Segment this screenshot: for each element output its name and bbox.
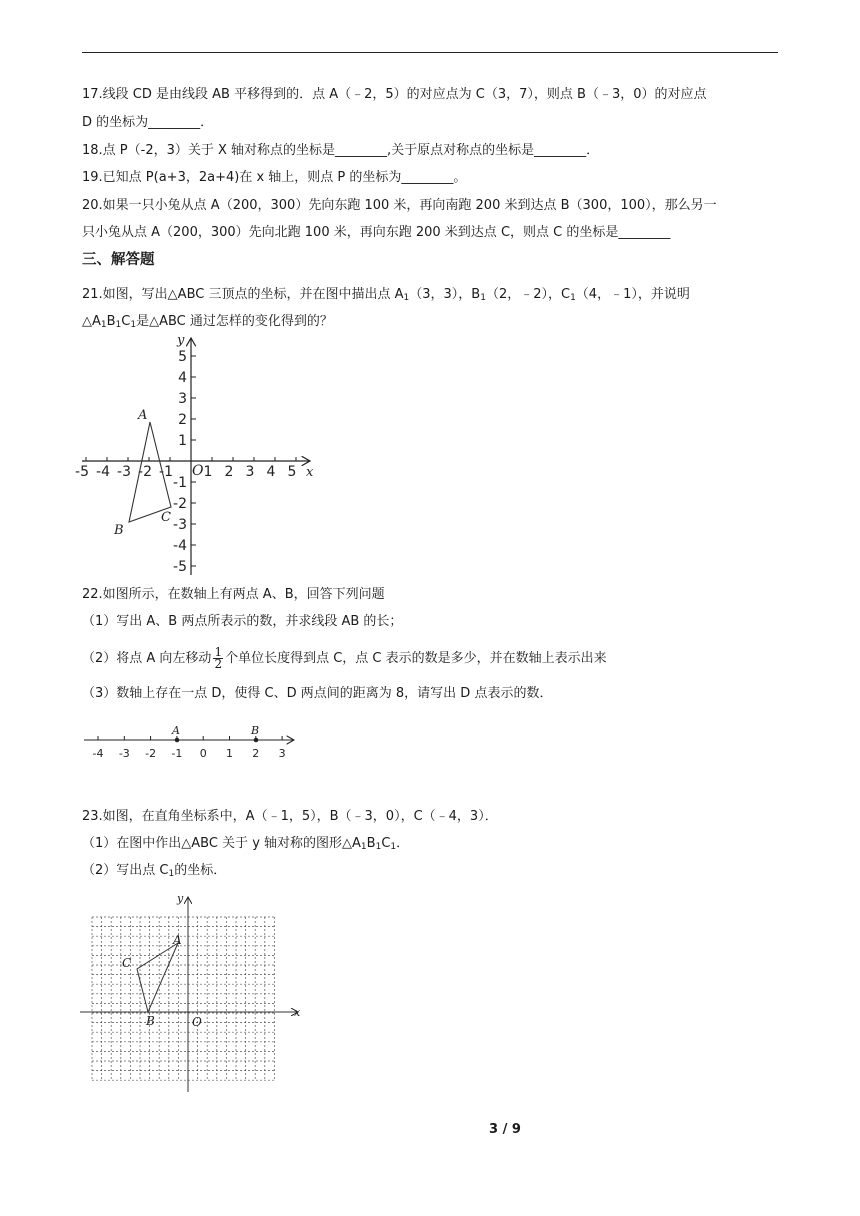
- question-23-part1: （1）在图中作出△ABC 关于 y 轴对称的图形$\triangle A_1B_1C_1$．: [82, 836, 410, 852]
- point-a-dot: [175, 738, 180, 743]
- point-a-label: A: [172, 724, 180, 737]
- y-axis-label: y: [177, 333, 185, 348]
- origin-label: O: [192, 463, 204, 479]
- y-tick-label: -4: [173, 538, 187, 554]
- question-18: 18.点 P（-2，3）关于 X 轴对称点的坐标是________,关于原点对称点的坐标是________．: [82, 143, 600, 158]
- number-line-tick-label: 3: [278, 747, 286, 760]
- question-21-line1: 21.如图，写出△ABC 三顶点的坐标，并在图中描出点 $A_1(3$，3），$B_1(2$，﹣2），$C_1(4$，﹣1），并说明: [82, 287, 690, 303]
- triangle-abc: [137, 943, 178, 1012]
- x-tick-label: 3: [245, 464, 255, 480]
- number-line-tick-label: -4: [92, 747, 104, 760]
- vertex-c-label: C: [161, 510, 171, 525]
- y-tick-label: 2: [178, 412, 187, 428]
- y-tick-label: 1: [178, 433, 187, 449]
- question-20-line2: 只小兔从点 A（200，300）先向北跑 100 米，再向东跑 200 米到达点 C，则点 C 的坐标是________: [82, 225, 671, 240]
- x-tick-label: -1: [159, 464, 173, 480]
- y-tick-label: 4: [178, 370, 187, 386]
- question-23-title: 23.如图，在直角坐标系中，A（﹣1，5），B（﹣3，0），C（﹣4，3）．: [82, 809, 498, 824]
- vertex-b-label: B: [114, 523, 124, 538]
- point-b-label: B: [251, 724, 260, 737]
- question-22-part1: （1）写出 A、B 两点所表示的数，并求线段 AB 的长；: [82, 614, 403, 629]
- y-tick-label: 5: [178, 349, 187, 365]
- x-tick-label: 1: [203, 464, 213, 480]
- number-line-tick-label: -2: [145, 747, 157, 760]
- question-17-line2: D 的坐标为________．: [82, 115, 214, 130]
- y-tick-label: 3: [178, 391, 187, 407]
- y-tick-label: -5: [173, 559, 187, 575]
- question-22-part3: （3）数轴上存在一点 D，使得 C、D 两点间的距离为 8，请写出 D 点表示的数．: [82, 686, 553, 701]
- origin-label: O: [192, 1015, 202, 1029]
- number-line-tick-label: 1: [226, 747, 233, 760]
- question-17-line1: 17.线段 CD 是由线段 AB 平移得到的．点 A（﹣2，5）的对应点为 C（3，7），则点 B（﹣3，0）的对应点: [82, 87, 707, 102]
- number-line-tick-label: -3: [118, 747, 130, 760]
- x-axis-label: x: [306, 465, 314, 480]
- question-19: 19.已知点 P(a+3，2a+4)在 x 轴上，则点 P 的坐标为________。: [82, 170, 467, 185]
- x-tick-label: -2: [138, 464, 152, 480]
- figure-21-coordinate-plane: [75, 330, 328, 580]
- y-axis-label: y: [177, 892, 184, 905]
- x-tick-label: -5: [75, 464, 89, 480]
- x-tick-label: -4: [96, 464, 110, 480]
- number-line-tick-label: -1: [171, 747, 183, 760]
- header-rule: [82, 52, 778, 53]
- figure-22-number-line: [82, 720, 302, 760]
- vertex-a-label: A: [138, 408, 148, 423]
- y-tick-label: -1: [173, 475, 187, 491]
- question-22-title: 22.如图所示，在数轴上有两点 A、B，回答下列问题: [82, 587, 385, 602]
- y-tick-label: -2: [173, 496, 187, 512]
- x-axis-label: x: [294, 1006, 301, 1019]
- x-tick-label: 5: [287, 464, 297, 480]
- vertex-b-label: B: [146, 1014, 155, 1028]
- fraction-one-half: $\frac{1}{2}$: [214, 645, 223, 671]
- section-heading: 三、解答题: [82, 252, 155, 268]
- x-tick-label: 2: [224, 464, 234, 480]
- x-tick-label: -3: [117, 464, 131, 480]
- page-number: 3 / 9: [489, 1122, 521, 1137]
- question-20-line1: 20.如果一只小兔从点 A（200，300）先向东跑 100 米，再向南跑 200 米到达点 B（300，100），那么另一: [82, 198, 717, 213]
- x-tick-label: 4: [266, 464, 276, 480]
- question-21-line2: $\triangle A_1B_1C_1$是△ABC 通过怎样的变化得到的？: [82, 314, 333, 330]
- number-line-tick-label: 0: [199, 747, 207, 760]
- question-22-part2: （2）将点 A 向左移动 $\frac{1}{2}$ 个单位长度得到点 C，点 C 表示的数是多少，并在数轴上表示出来: [82, 645, 607, 671]
- figure-23-grid-plane: [80, 892, 305, 1097]
- point-b-dot: [254, 738, 259, 743]
- number-line-tick-label: 2: [252, 747, 260, 760]
- vertex-c-label: C: [122, 956, 132, 970]
- question-23-part2: （2）写出点 $C_1$的坐标．: [82, 863, 227, 879]
- y-tick-label: -3: [173, 517, 187, 533]
- vertex-a-label: A: [173, 933, 182, 947]
